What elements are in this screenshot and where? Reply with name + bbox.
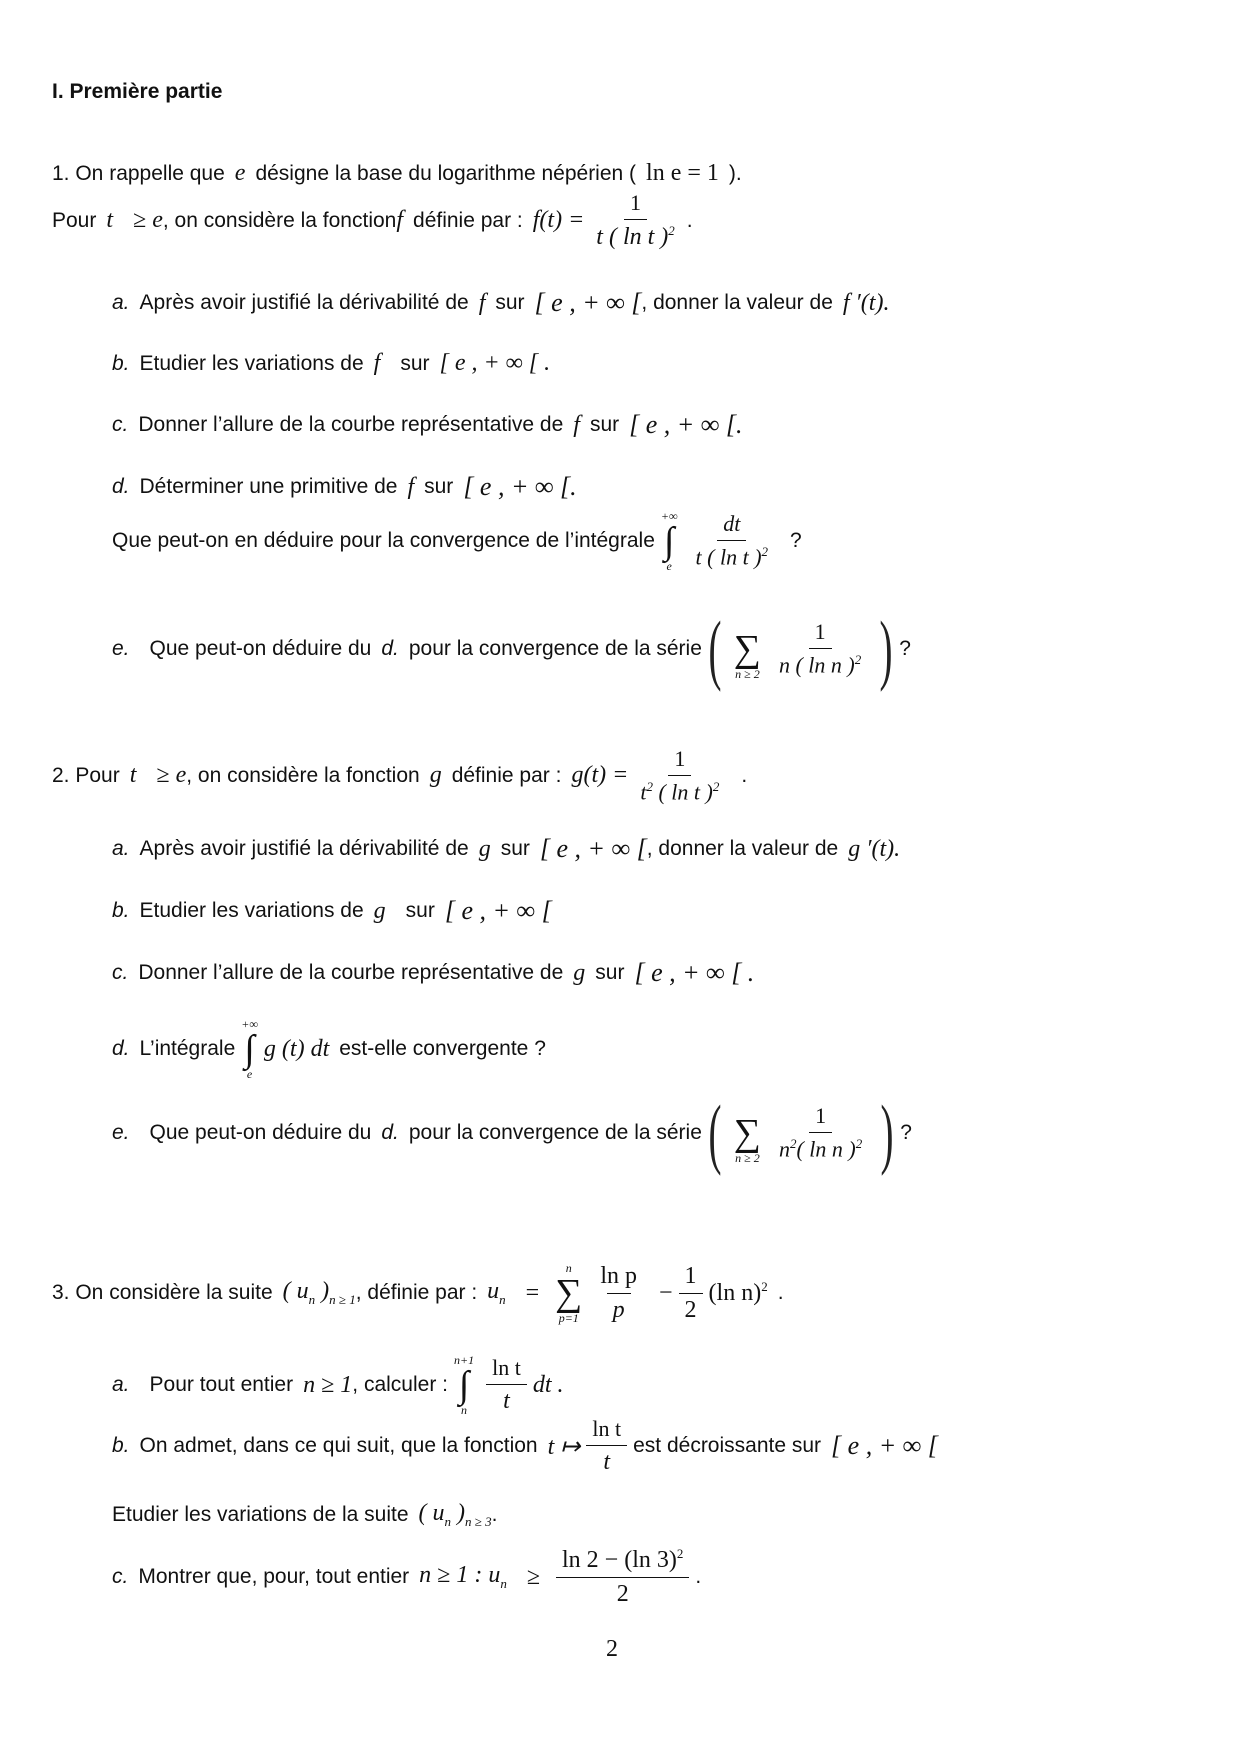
q1b-text: Etudier les variations de: [139, 351, 364, 375]
q2e-den-a: n: [778, 1136, 790, 1162]
q1e-text: Que peut-on déduire du: [149, 637, 372, 660]
q2d-text2: est-elle convergente ?: [339, 1037, 546, 1060]
q2-frac-num: 1: [668, 746, 691, 776]
q1b-interval: [ e , + ∞ [ .: [439, 350, 551, 376]
q1-intro-end: ).: [728, 161, 742, 185]
q3b: [112, 1416, 938, 1476]
q2b-g: g: [373, 897, 386, 924]
q2a-derivative: g ′(t).: [848, 835, 901, 862]
q3c: [112, 1546, 701, 1608]
q3-intro: 3. On considère la suite: [52, 1281, 273, 1304]
q3a-label: a.: [112, 1373, 130, 1396]
q3c-cond: [419, 1562, 507, 1592]
q2a-g: g: [478, 835, 491, 862]
q3-tail-pow: 2: [761, 1279, 768, 1294]
q1e-end: ?: [899, 637, 911, 660]
q1-intro-text: 1. On rappelle que: [52, 161, 225, 185]
q2d-integrand: g (t) dt: [263, 1035, 330, 1062]
q3b-map: t ↦: [547, 1433, 581, 1460]
q3b2-seq-open: ( u: [418, 1500, 445, 1526]
q2e-text2: pour la convergence de la série: [408, 1121, 702, 1144]
q3a-dt: dt .: [532, 1371, 564, 1398]
q1c-label: c.: [112, 413, 129, 436]
q2e-num: 1: [809, 1103, 832, 1133]
q2a-text2: , donner la valeur de: [646, 837, 839, 860]
q2a: [112, 834, 900, 864]
q3b-variations: [112, 1500, 497, 1530]
q2e-end: ?: [900, 1121, 912, 1144]
q1d2-num: dt: [717, 511, 746, 541]
q1-lhs: f(t) =: [532, 207, 585, 233]
q3-half-den: 2: [684, 1296, 697, 1323]
q3a-text2: , calculer :: [352, 1373, 448, 1396]
q3-tail-text: (ln n): [708, 1280, 762, 1306]
q3c-num-text: ln 2 − (ln 3): [562, 1547, 677, 1573]
q3-sum-lower: p=1: [558, 1311, 579, 1325]
q3b2-seq-sub: n ≥ 3: [465, 1513, 492, 1529]
q2-lhs: g(t) =: [571, 762, 629, 789]
q1a-label: a.: [112, 291, 130, 314]
q1-frac-den-pow: 2: [668, 223, 675, 238]
q1d: [112, 472, 577, 502]
q1d-integral-question: [112, 510, 802, 572]
heading-text: I. Première partie: [52, 80, 223, 103]
q3-half: [679, 1263, 703, 1324]
q1-ln-e: ln e = 1: [646, 160, 719, 186]
q3b-interval: [ e , + ∞ [: [831, 1431, 938, 1460]
q3-tail: [709, 1279, 768, 1307]
q2a-label: a.: [112, 837, 130, 860]
q2e-sum-sub: n ≥ 2: [735, 1151, 760, 1165]
integral-sign-icon: ∫: [458, 1364, 470, 1406]
q2b-sur: sur: [405, 899, 435, 922]
integral-sign-icon: ∫: [244, 1028, 255, 1070]
right-paren-icon: ): [880, 1089, 894, 1176]
q2b-interval: [ e , + ∞ [: [444, 896, 552, 925]
left-paren-icon: (: [708, 605, 722, 692]
q1-frac-num: 1: [624, 190, 647, 220]
q3b-fraction: [586, 1416, 627, 1476]
q1d2-den: [690, 541, 775, 570]
q3b-text2: est décroissante sur: [633, 1434, 822, 1457]
q3b2-seq: [419, 1500, 492, 1530]
q3c-cond-sub: n: [500, 1575, 507, 1591]
q3-seq-open: ( u: [282, 1278, 309, 1305]
q1b-label: b.: [112, 351, 130, 375]
q1a-interval: [ e , + ∞ [: [534, 288, 642, 317]
left-paren-icon: (: [708, 1089, 722, 1176]
q3c-label: c.: [112, 1565, 129, 1588]
q3-sum-upper: n: [565, 1261, 572, 1275]
q1e-den-text: n ( ln n ): [778, 652, 855, 678]
q3a-den: t: [503, 1388, 510, 1414]
q1e-text2: pour la convergence de la série: [408, 637, 702, 660]
q3-seq-sub: n ≥ 1: [329, 1291, 356, 1307]
q1d-text: Déterminer une primitive de: [139, 475, 398, 498]
q3b2-text: Etudier les variations de la suite: [112, 1502, 409, 1526]
q2d: [112, 1018, 546, 1080]
q1-e: e: [234, 160, 246, 186]
q2d-upper: +∞: [241, 1017, 258, 1031]
q2a-interval: [ e , + ∞ [: [539, 834, 647, 863]
q2d-integral: [241, 1018, 258, 1080]
q3b2-end: .: [491, 1502, 498, 1526]
q2-geq-e: ≥ e: [156, 762, 187, 789]
q1d2-den-text: t ( ln t ): [695, 544, 762, 570]
q1-t: t: [106, 207, 114, 233]
q2-def-mid: , on considère la fonction: [186, 763, 420, 787]
q3b2-seq-n: n: [444, 1513, 451, 1529]
q1-def-text: définie par :: [413, 208, 523, 232]
q2-den-pow2: 2: [712, 779, 720, 794]
q3-minus: −: [658, 1279, 673, 1306]
q3c-num-pow: 2: [676, 1546, 684, 1561]
q2-fraction: [634, 746, 725, 805]
q1e-label: e.: [112, 637, 130, 660]
q2e-den-pow1: 2: [789, 1136, 797, 1152]
q1c: [112, 410, 742, 440]
q1d2-upper: +∞: [660, 509, 678, 523]
q1d2-den-pow: 2: [761, 544, 769, 560]
q2c-g: g: [573, 959, 586, 986]
q3-def-text: , définie par :: [355, 1281, 478, 1304]
q3-un-sub: n: [499, 1291, 506, 1307]
q2a-text1: Après avoir justifié la dérivabilité de: [139, 837, 469, 860]
q1e-d: d.: [381, 637, 399, 660]
q3-definition: [52, 1262, 784, 1324]
q1a-text1: Après avoir justifié la dérivabilité de: [139, 291, 469, 314]
q1c-interval: [ e , + ∞ [.: [629, 410, 743, 439]
q3b-den: t: [603, 1449, 611, 1475]
q1d2-integral: [661, 510, 678, 572]
q3-fraction: [594, 1263, 643, 1324]
q1-geq-e: ≥ e: [133, 207, 163, 233]
q3b-label: b.: [112, 1434, 130, 1457]
q1e-den-pow: 2: [854, 652, 862, 668]
q1-frac-den-text: t ( ln t ): [596, 224, 669, 250]
sigma-icon: ∑: [733, 1112, 761, 1154]
q1-fraction: [590, 190, 681, 251]
q2b: [112, 896, 552, 926]
q2e-den-b: ( ln n ): [796, 1136, 856, 1162]
q3-sum: [555, 1262, 582, 1324]
q3a-text: Pour tout entier: [149, 1373, 294, 1396]
q3-eq: =: [525, 1279, 540, 1306]
q3c-cond-text: n ≥ 1 : u: [419, 1562, 501, 1589]
q1-intro: [52, 160, 742, 187]
page-number: [606, 1636, 618, 1663]
q3a-lower: n: [461, 1403, 468, 1417]
q1e-sum-sub: n ≥ 2: [735, 667, 760, 681]
q1-pour: Pour: [52, 208, 97, 232]
q2e-label: e.: [112, 1121, 130, 1144]
q3a-fraction: [486, 1355, 527, 1415]
q1a-text2: , donner la valeur de: [641, 291, 833, 314]
q3-seq-n: n: [308, 1291, 316, 1307]
q1d-interval: [ e , + ∞ [.: [463, 472, 577, 501]
q1d2-fraction: [690, 511, 775, 570]
q1-definition: [52, 190, 693, 251]
q1a: [112, 288, 889, 318]
q3a-integral: [454, 1354, 474, 1416]
right-paren-icon: ): [879, 605, 893, 692]
q3c-geq: ≥: [526, 1563, 541, 1590]
q2e-sum: [734, 1102, 761, 1164]
q2e-d: d.: [381, 1121, 399, 1144]
q3c-end: .: [695, 1565, 702, 1588]
q3-num: ln p: [600, 1262, 637, 1289]
q2c-interval: [ e , + ∞ [ .: [634, 958, 755, 987]
q2-def-end: .: [741, 763, 748, 787]
q2e-den: [773, 1133, 868, 1162]
q1e-fraction: [773, 619, 867, 678]
q2a-sur: sur: [500, 837, 530, 860]
page-number-text: 2: [606, 1636, 618, 1662]
q1d-label: d.: [112, 475, 130, 498]
q1e-num: 1: [809, 619, 832, 649]
q2b-label: b.: [112, 899, 130, 922]
q2-frac-den: [634, 776, 725, 805]
q1c-sur: sur: [589, 413, 620, 436]
q3-half-num: 1: [679, 1263, 703, 1294]
q1c-text: Donner l’allure de la courbe représentative de: [138, 413, 564, 436]
q3-den: p: [607, 1293, 631, 1324]
q1-f: f: [396, 207, 404, 233]
q1c-f: f: [573, 411, 580, 438]
sigma-icon: ∑: [733, 628, 761, 670]
q2d-text: L’intégrale: [139, 1037, 236, 1060]
q1d2-text: Que peut-on en déduire pour la convergence de l’intégrale: [112, 529, 655, 552]
q1b: [112, 350, 550, 377]
q1e: [112, 605, 911, 692]
q2-pour: 2. Pour: [52, 763, 120, 787]
q1b-sur: sur: [400, 351, 430, 375]
q1-frac-den: [590, 220, 681, 251]
q1a-derivative: f ′(t).: [842, 289, 890, 316]
q2d-lower: e: [246, 1067, 253, 1081]
q3-def-end: .: [777, 1281, 784, 1304]
q2b-text: Etudier les variations de: [139, 899, 364, 922]
q2c: [112, 958, 754, 988]
q3-seq: [283, 1278, 356, 1308]
q2e-fraction: [773, 1103, 868, 1162]
q3a: [112, 1354, 564, 1416]
q1e-den: [773, 649, 867, 678]
q1-intro-mid: désigne la base du logarithme népérien (: [255, 161, 637, 185]
q1d-sur: sur: [424, 475, 454, 498]
q3c-text: Montrer que, pour, tout entier: [138, 1565, 410, 1588]
q3-un: [487, 1278, 506, 1308]
q3b2-seq-close: ): [457, 1500, 465, 1526]
q2-den-b: ( ln t ): [658, 779, 713, 805]
q1b-f: f: [373, 350, 381, 376]
q1d2-lower: e: [666, 559, 672, 573]
q2e-den-pow2: 2: [855, 1136, 863, 1152]
q2d-label: d.: [112, 1037, 130, 1060]
q2-den-a: t: [640, 779, 647, 805]
q3c-num: [556, 1546, 689, 1578]
q3a-num: ln t: [486, 1355, 527, 1385]
q2-def-text: définie par :: [451, 763, 562, 787]
q2-t: t: [129, 762, 137, 789]
q2-definition: [52, 746, 747, 805]
q3b-text: On admet, dans ce qui suit, que la fonction: [139, 1434, 538, 1457]
q1a-f: f: [478, 289, 486, 316]
q3a-cond: n ≥ 1: [303, 1371, 353, 1398]
q1-def-end: .: [686, 208, 693, 232]
q2e: [112, 1089, 912, 1176]
q2c-text: Donner l’allure de la courbe représentative de: [138, 961, 564, 984]
q2c-sur: sur: [595, 961, 625, 984]
q3-un-u: u: [487, 1278, 500, 1305]
q2e-text: Que peut-on déduire du: [149, 1121, 372, 1144]
q1d-f: f: [407, 473, 415, 500]
q1e-sum: [734, 618, 761, 680]
q2-g: g: [429, 762, 442, 789]
q3-seq-close: ): [321, 1278, 330, 1305]
q1-def-mid: , on considère la fonction: [162, 208, 397, 232]
q2-den-pow1: 2: [646, 779, 653, 794]
section-heading: [52, 80, 222, 104]
q3b-num: ln t: [586, 1416, 627, 1446]
integral-sign-icon: ∫: [663, 520, 675, 562]
q1d2-end: ?: [790, 529, 802, 552]
q2c-label: c.: [112, 961, 129, 984]
q3a-upper: n+1: [453, 1353, 475, 1367]
sigma-icon: ∑: [555, 1272, 583, 1314]
q3c-den: 2: [616, 1581, 629, 1607]
q1a-sur: sur: [495, 291, 525, 314]
q3c-fraction: [556, 1546, 689, 1608]
